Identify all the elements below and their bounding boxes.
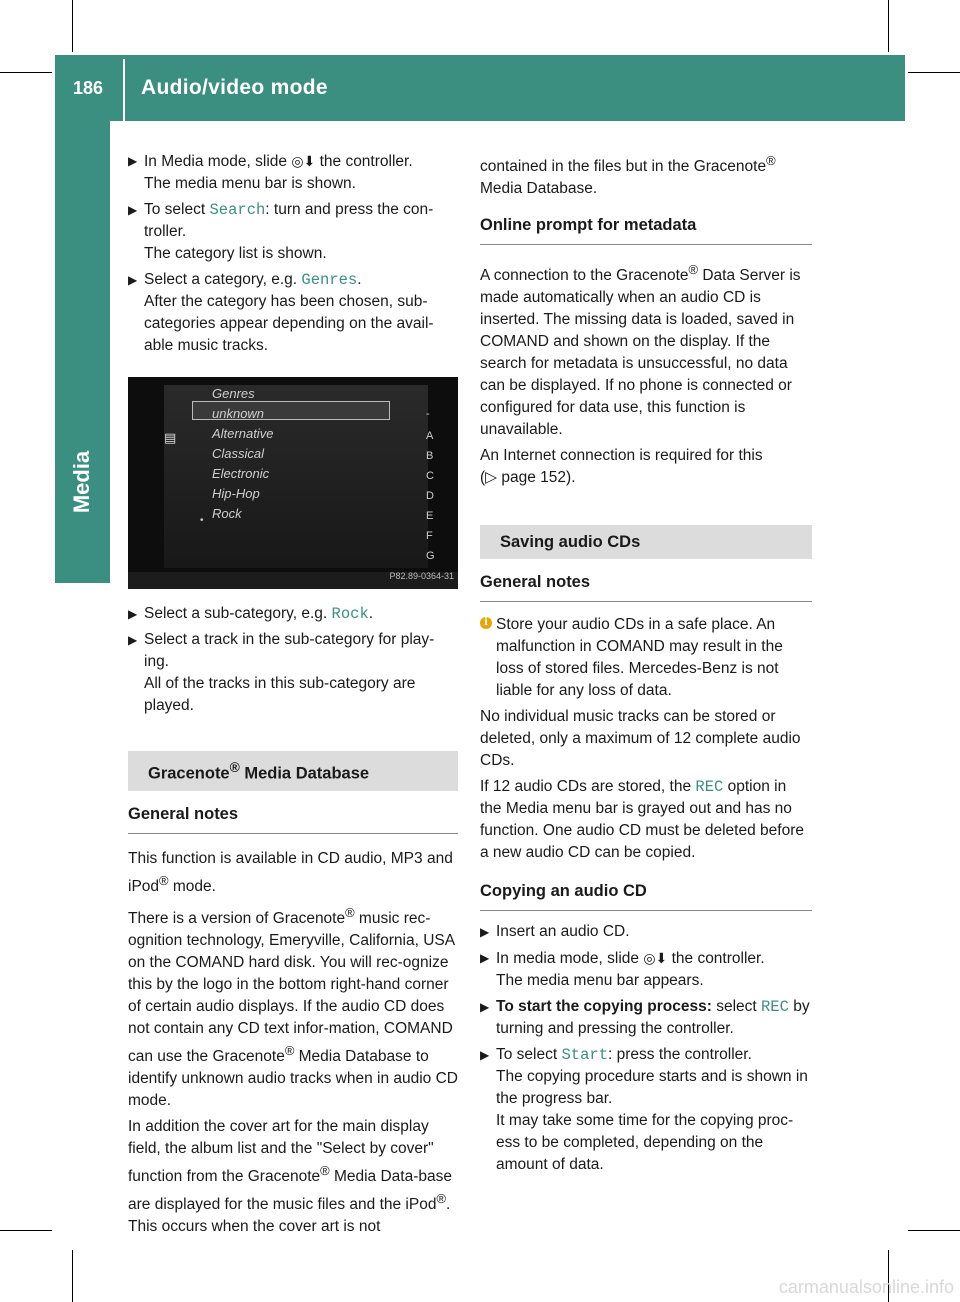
menu-keyword: Genres: [301, 271, 358, 289]
crop-mark: [888, 0, 889, 52]
paragraph: No individual music tracks can be stored or deleted, only a maximum of 12 complete audio CDs.: [480, 708, 801, 770]
arrow-icon: ▶: [480, 1048, 490, 1063]
screen-list-item: Classical: [212, 446, 265, 461]
header-divider: [123, 59, 125, 121]
arrow-icon: ▶: [480, 925, 490, 940]
header-bar: [55, 55, 905, 121]
paragraph: If 12 audio CDs are stored, the REC option in the Media menu bar is grayed out and has no function. One audio CD must be deleted before a new audio CD can be copied.: [480, 778, 804, 862]
paragraph: There is a version of Gracenote® music rec-ognition technology, Emeryville, California, USA on the COMAND hard disk. You will rec-ognize this by the logo in the bottom right-hand corner of certain audio displays. If the audio CD does not contain any CD text infor-mation, COMAND can use the Gracenote® Media Database to identify unknown audio tracks when in audio CD mode.: [128, 904, 458, 1109]
disc-icon: ▤: [164, 430, 177, 445]
screen-title: Genres: [212, 386, 255, 401]
alpha-index: G: [426, 550, 435, 562]
selected-bullet: •: [200, 515, 204, 526]
arrow-icon: ▶: [480, 951, 490, 966]
arrow-icon: ▶: [128, 203, 138, 217]
info-icon: i: [480, 617, 492, 629]
menu-keyword: Rock: [331, 605, 369, 623]
instruction-step: ▶ In media mode, slide ◎⬇ the controller. The media menu bar appears.: [480, 947, 812, 992]
instruction-step: ▶ Select a sub-category, e.g. Rock.: [128, 605, 374, 623]
instruction-step: ▶ Select a track in the sub-category for play-ing. All of the tracks in this sub-category are played.: [128, 631, 435, 714]
alpha-index: C: [426, 470, 434, 482]
crop-mark: [72, 0, 73, 52]
step-result: The copying procedure starts and is shown in the progress bar.: [496, 1068, 808, 1108]
arrow-icon: ▶: [128, 154, 138, 168]
screen-list-item: Alternative: [212, 426, 274, 441]
paragraph: An Internet connection is required for this (▷ page 152).: [480, 447, 763, 487]
menu-keyword: Start: [561, 1046, 608, 1065]
menu-keyword: REC: [695, 778, 724, 797]
alpha-index: E: [426, 510, 434, 522]
crop-mark: [908, 1230, 960, 1231]
page-number: 186: [72, 78, 104, 98]
crop-mark: [0, 72, 52, 73]
instruction-step: ▶ To select Start: press the controller. The copying procedure starts and is shown in the progress bar. It may take some time for the copying proc-ess to be completed, depending on the amount of data.: [480, 1046, 808, 1174]
crop-mark: [908, 72, 960, 73]
genres-screenshot: [128, 377, 458, 589]
screen-list-item: Electronic: [212, 466, 270, 481]
alpha-index: A: [426, 430, 434, 442]
crop-mark: [0, 1230, 52, 1231]
screen-list-item: unknown: [212, 406, 265, 421]
alpha-index: D: [426, 490, 434, 502]
paragraph: contained in the files but in the Gracenote® Media Database.: [480, 153, 776, 198]
arrow-icon: ▶: [480, 1000, 490, 1015]
step-result: It may take some time for the copying proc-ess to be completed, depending on the amount of data.: [496, 1112, 794, 1174]
step-result: After the category has been chosen, sub-categories appear depending on the avail-able music tracks.: [144, 293, 434, 354]
section-heading: Saving audio CDs: [480, 525, 812, 559]
right-column: [480, 150, 812, 1180]
step-result: All of the tracks in this sub-category are played.: [144, 675, 416, 714]
arrow-icon: ▶: [128, 633, 138, 647]
side-tab: [55, 121, 110, 583]
step-result: The media menu bar appears.: [496, 972, 704, 990]
crop-mark: [72, 1250, 73, 1302]
screen-list-item: Hip-Hop: [212, 486, 260, 501]
paragraph: A connection to the Gracenote® Data Server is made automatically when an audio CD is inserted. The missing data is loaded, saved in COMAND and shown on the display. If the search for metadata is unsuccessful, no data can be displayed. If no phone is connected or configured for data use, this function is unavailable.: [480, 262, 801, 439]
subheading: Online prompt for metadata: [480, 214, 812, 245]
left-column: [128, 150, 458, 1242]
image-code: P82.89-0364-31: [389, 571, 454, 581]
step-result: The category list is shown.: [144, 245, 327, 262]
menu-keyword: REC: [761, 998, 789, 1017]
arrow-icon: ▶: [128, 273, 138, 287]
alpha-index: F: [426, 530, 433, 542]
subheading: General notes: [480, 571, 812, 602]
side-tab-label: Media: [69, 450, 94, 514]
instruction-step: ▶ Select a category, e.g. Genres. After the category has been chosen, sub-categories appear depending on the avail-able music tracks.: [128, 271, 434, 354]
instruction-step: ▶ In Media mode, slide ◎⬇ the controller. The media menu bar is shown.: [128, 150, 458, 195]
screen-list-item: Rock: [212, 506, 242, 521]
paragraph: In addition the cover art for the main display field, the album list and the "Select by cover" function from the Gracenote® Media Data-base are displayed for the music files and the iPod®. This occurs when the cover art is not: [128, 1117, 452, 1236]
section-heading: Gracenote® Media Database: [128, 751, 458, 791]
watermark: carmanualsonline.info: [778, 1277, 954, 1297]
page-title: Audio/video mode: [141, 76, 328, 99]
paragraph: This function is available in CD audio, MP3 and iPod® mode.: [128, 849, 453, 895]
subheading: General notes: [128, 803, 458, 834]
controller-slide-icon: ◎⬇: [291, 153, 316, 169]
step-result: The media menu bar is shown.: [144, 175, 356, 192]
menu-keyword: Search: [209, 201, 266, 219]
page-reference: (▷ page 152).: [480, 469, 576, 487]
arrow-icon: ▶: [128, 607, 138, 621]
alpha-index: B: [426, 450, 434, 462]
info-note: i Store your audio CDs in a safe place. An malfunction in COMAND may result in the loss of stored files. Mercedes-Benz is not liable for any loss of data.: [480, 614, 812, 702]
subheading: Copying an audio CD: [480, 880, 812, 911]
instruction-step: ▶ To start the copying process: select REC by turning and pressing the controller.: [480, 998, 810, 1038]
controller-slide-icon: ◎⬇: [643, 950, 668, 967]
instruction-step: ▶ Insert an audio CD.: [480, 921, 812, 943]
alpha-index: -: [426, 408, 430, 420]
instruction-step: ▶ To select Search: turn and press the con-troller. The category list is shown.: [128, 201, 434, 262]
